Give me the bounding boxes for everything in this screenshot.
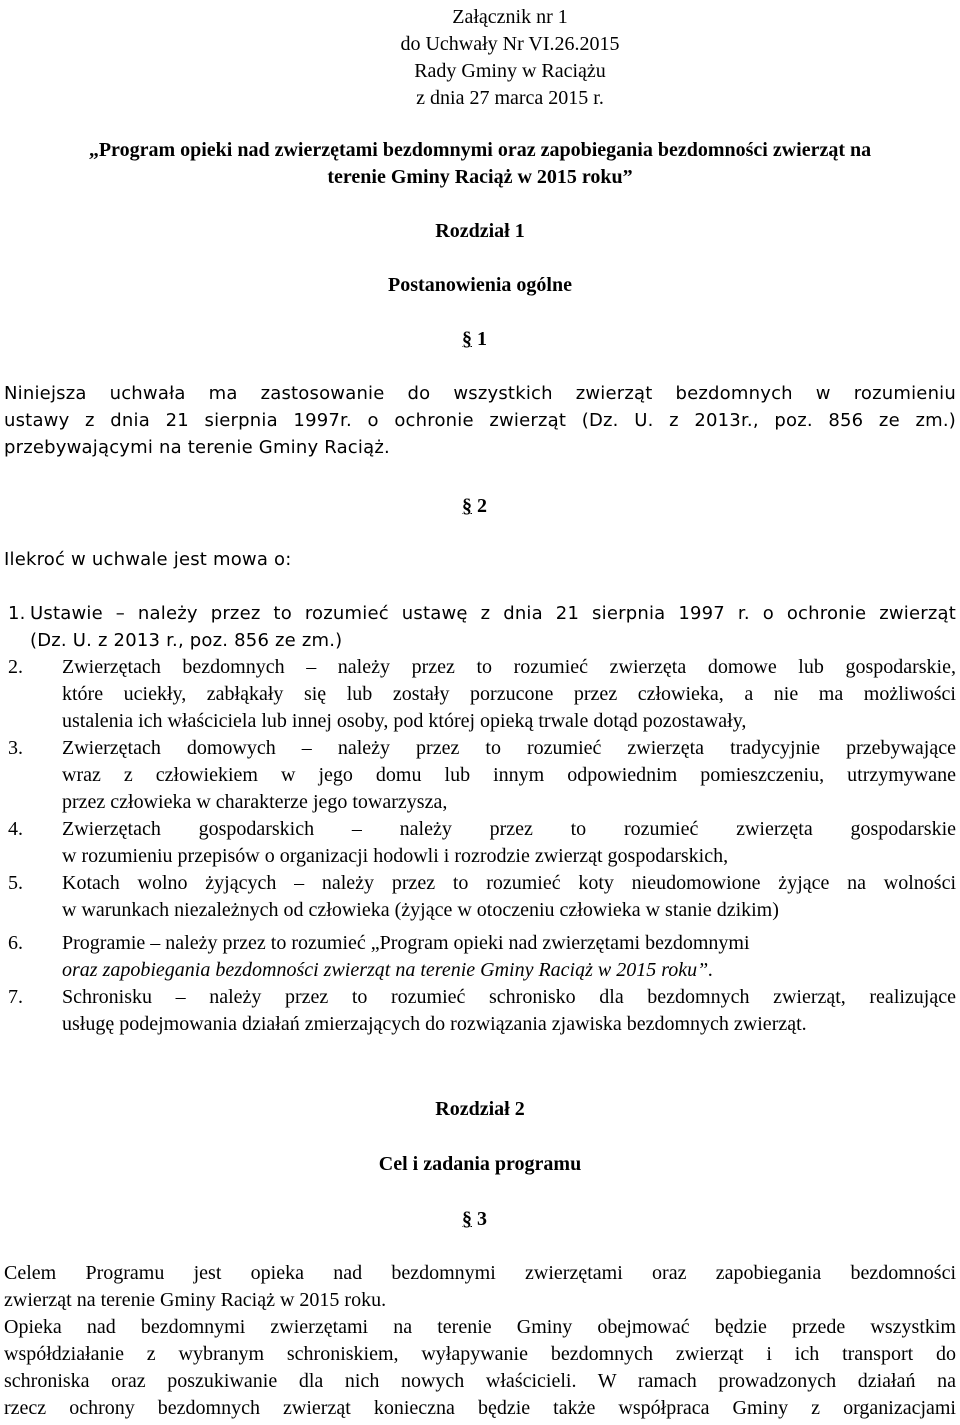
attachment-line-4: z dnia 27 marca 2015 r. [416, 87, 604, 109]
chapter-1-heading: Rozdział 1 [435, 220, 525, 242]
paragraph-3-line: zwierząt na terenie Gminy Raciąż w 2015 roku. [4, 1289, 387, 1311]
paragraph-3-line: współdziałanie z wybranym schroniskiem, wyłapywanie bezdomnych zwierząt i ich transport do [4, 1343, 956, 1365]
list-item-line: wraz z człowiekiem w jego domu lub innym odpowiednim pomieszczeniu, utrzymywane [62, 764, 956, 786]
chapter-1-subheading: Postanowienia ogólne [388, 274, 572, 296]
list-item-line: w rozumieniu przepisów o organizacji hodowli i rozrodzie zwierząt gospodarskich, [62, 845, 729, 867]
paragraph-1-line: przebywającymi na terenie Gminy Raciąż. [4, 437, 390, 458]
list-item-line: Kotach wolno żyjących – należy przez to rozumieć koty nieudomowione żyjące na wolności [62, 872, 956, 894]
list-item-number: 6. [8, 932, 23, 954]
list-item-line: Schronisku – należy przez to rozumieć schronisko dla bezdomnych zwierząt, realizujące [62, 986, 956, 1008]
paragraph-3-number: 3 [477, 1208, 487, 1230]
paragraph-3-line: schroniska oraz poszukiwanie dla nich nowych właścicieli. W ramach prowadzonych działań na [4, 1370, 956, 1392]
list-item-line: w warunkach niezależnych od człowieka (żyjące w otoczeniu człowieka w stanie dzikim) [62, 899, 779, 921]
list-item-number: 7. [8, 986, 23, 1008]
definitions-list [0, 600, 960, 1040]
list-item-line: oraz zapobiegania bezdomności zwierząt na terenie Gminy Raciąż w 2015 roku”. [62, 959, 714, 981]
paragraph-3-line: Opieka nad bezdomnymi zwierzętami na terenie Gminy obejmować będzie przede wszystkim [4, 1316, 956, 1338]
paragraph-1-text [4, 380, 956, 461]
section-sign: § [462, 495, 472, 517]
list-item-line: Zwierzętach gospodarskich – należy przez to rozumieć zwierzęta gospodarskie [62, 818, 956, 840]
chapter-2-subheading: Cel i zadania programu [378, 1153, 582, 1175]
list-item-number: 3. [8, 737, 23, 759]
list-item-number: 4. [8, 818, 23, 840]
document-title [0, 137, 960, 191]
list-item-line: przez człowieka w charakterze jego towarzysza, [62, 791, 448, 813]
attachment-header [300, 4, 720, 112]
list-item-line: Programie – należy przez to rozumieć „Program opieki nad zwierzętami bezdomnymi [62, 932, 750, 954]
paragraph-3-text [4, 1260, 956, 1422]
section-sign: § [462, 328, 472, 350]
paragraph-3-line: rzecz ochrony bezdomnych zwierząt konieczna będzie także współpraca Gminy z organizacjami [4, 1397, 956, 1419]
paragraph-3-line: Celem Programu jest opieka nad bezdomnymi zwierzętami oraz zapobiegania bezdomności [4, 1262, 956, 1284]
attachment-line-3: Rady Gminy w Raciążu [414, 60, 606, 82]
attachment-line-1: Załącznik nr 1 [452, 6, 568, 28]
paragraph-2-intro: Ilekroć w uchwale jest mowa o: [4, 549, 292, 570]
paragraph-1-line: ustawy z dnia 21 sierpnia 1997r. o ochronie zwierząt (Dz. U. z 2013r., poz. 856 ze zm.) [4, 410, 956, 431]
list-item-number: 1. [8, 603, 26, 624]
section-sign: § [462, 1208, 472, 1230]
list-item-line: które uciekły, zabłąkały się lub zostały porzucone przez człowieka, a nie ma możliwości [62, 683, 956, 705]
list-item-number: 5. [8, 872, 23, 894]
title-line-2: terenie Gminy Raciąż w 2015 roku” [327, 166, 633, 188]
list-item-line: Zwierzętach bezdomnych – należy przez to rozumieć zwierzęta domowe lub gospodarskie, [62, 656, 956, 678]
list-item-line: usługę podejmowania działań zmierzających do rozwiązania zjawiska bezdomnych zwierząt. [62, 1013, 807, 1035]
list-item-line: (Dz. U. z 2013 r., poz. 856 ze zm.) [30, 630, 343, 651]
paragraph-1-number: 1 [477, 328, 487, 350]
list-item-line: ustalenia ich właściciela lub innej osoby, pod której opieką trwale dotąd pozostawały, [62, 710, 747, 732]
list-item-line: Ustawie – należy przez to rozumieć ustawę z dnia 21 sierpnia 1997 r. o ochronie zwierząt [30, 603, 956, 624]
paragraph-2-number: 2 [477, 495, 487, 517]
title-line-1: „Program opieki nad zwierzętami bezdomnymi oraz zapobiegania bezdomności zwierząt na [88, 139, 872, 161]
paragraph-1-mark [462, 326, 487, 353]
attachment-line-2: do Uchwały Nr VI.26.2015 [400, 33, 620, 55]
list-item-number: 2. [8, 656, 23, 678]
chapter-2-heading: Rozdział 2 [435, 1098, 525, 1120]
paragraph-1-line: Niniejsza uchwała ma zastosowanie do wszystkich zwierząt bezdomnych w rozumieniu [4, 383, 956, 404]
paragraph-2-mark [462, 493, 487, 520]
list-item-line: Zwierzętach domowych – należy przez to rozumieć zwierzęta tradycyjnie przebywające [62, 737, 956, 759]
paragraph-3-mark [462, 1206, 487, 1233]
